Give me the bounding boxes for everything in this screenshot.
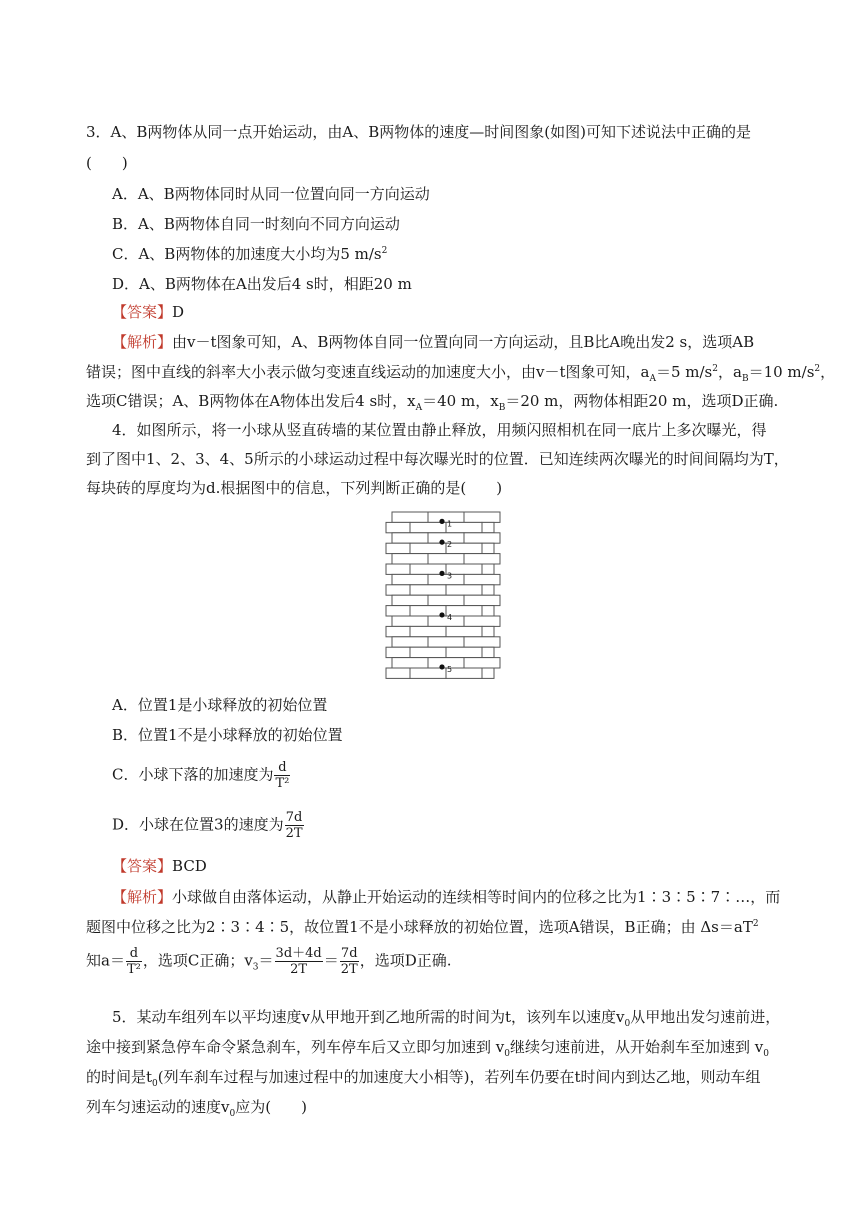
brick: [410, 668, 446, 678]
q4-option-b: B．位置1不是小球释放的初始位置: [112, 726, 343, 744]
brick: [482, 585, 494, 595]
q3-stem-line-2: ( ): [86, 154, 128, 172]
brick: [446, 626, 482, 636]
brick: [446, 585, 482, 595]
brick: [428, 595, 464, 605]
brick: [392, 637, 428, 647]
q4-analysis-line-2: 题图中位移之比为2∶3∶4∶5，故位置1不是小球释放的初始位置，选项A错误，B正确；由 $\Delta s=aT^2$: [86, 918, 759, 936]
q3-option-c: C．A、B两物体的加速度大小均为5 $m/s^2$: [112, 245, 388, 263]
brick: [392, 554, 428, 564]
brick: [428, 554, 464, 564]
q4-option-d: D．小球在位置3的速度为 $\frac{7d}{2T}$: [112, 810, 303, 841]
brick: [386, 626, 410, 636]
answer-tag: 【答案】: [112, 857, 173, 875]
ball-position-2: [439, 540, 444, 545]
brick: [464, 533, 500, 543]
brick: [464, 554, 500, 564]
ball-position-5: [439, 664, 444, 669]
answer-tag: 【答案】: [112, 303, 173, 321]
ball-position-3: [439, 571, 444, 576]
q4-option-c: C．小球下落的加速度为 $\frac{d}{\text{T²}}$: [112, 760, 290, 791]
q5-stem-line-4: 列车匀速运动的速度$v_0$应为( ): [86, 1098, 307, 1119]
q3-analysis-line-3: 选项C错误；A、B两物体在A物体出发后4 s时，$x_A=40$ m，$x_B=20$ m，两物体相距20 m，选项D正确.: [86, 392, 779, 413]
q3-stem-line-1: 3．A、B两物体从同一点开始运动，由A、B两物体的速度—时间图象(如图)可知下述说法中正确的是: [86, 123, 751, 141]
q3-option-b: B．A、B两物体自同一时刻向不同方向运动: [112, 215, 400, 233]
q3-option-d: D．A、B两物体在A出发后4 s时，相距20 m: [112, 275, 412, 293]
fraction-d-over-t2: $\frac{d}{\text{T²}}$: [275, 760, 290, 791]
brick: [464, 616, 500, 626]
q4-stem-line-2: 到了图中1、2、3、4、5所示的小球运动过程中每次曝光时的位置．已知连续两次曝光的时间间隔均为T，: [86, 450, 789, 468]
analysis-tag: 【解析】: [112, 888, 173, 906]
q4-analysis-line-1: 【解析】小球做自由落体运动，从静止开始运动的连续相等时间内的位移之比为1∶3∶5∶7∶…，而: [112, 888, 781, 906]
brick: [410, 522, 446, 532]
brick: [482, 522, 494, 532]
brick: [482, 543, 494, 553]
q3-answer: 【答案】D: [112, 303, 185, 321]
ball-label-2: 2: [447, 540, 453, 550]
brick: [410, 626, 446, 636]
q5-stem-line-3: 的时间是$t_0$(列车刹车过程与加速过程中的加速度大小相等)，若列车仍要在t时间内到达乙地，则动车组: [86, 1068, 761, 1089]
q4-answer: 【答案】BCD: [112, 857, 207, 875]
brick: [428, 512, 464, 522]
q5-stem-line-2: 途中接到紧急停车命令紧急刹车，列车停车后又立即匀加速到 $v_0$继续匀速前进，从开始刹车至加速到 $v_0$: [86, 1038, 769, 1059]
fraction-7d-2t: $\frac{7d}{2T}$: [340, 946, 358, 977]
fraction-a: $\frac{d}{\text{T²}}$: [126, 946, 141, 977]
brick: [410, 543, 446, 553]
q3-analysis-line-1: 【解析】由v－t图象可知，A、B两物体自同一位置向同一方向运动，且B比A晚出发2 s，选项AB: [112, 333, 755, 351]
brick-rows: [386, 512, 500, 678]
brick: [386, 585, 410, 595]
ball-label-3: 3: [447, 571, 453, 581]
brick: [428, 616, 464, 626]
brick: [386, 564, 410, 574]
brick: [392, 658, 428, 668]
brick: [428, 574, 464, 584]
fraction-7d-over-2t: $\frac{7d}{2T}$: [285, 810, 303, 841]
brick: [386, 647, 410, 657]
fraction-v3: $\frac{3d+4d}{2T}$: [275, 946, 322, 977]
brick: [392, 512, 428, 522]
brick: [482, 647, 494, 657]
brick: [386, 522, 410, 532]
brick: [392, 533, 428, 543]
ball-position-1: [439, 519, 444, 524]
brick: [482, 564, 494, 574]
analysis-tag: 【解析】: [112, 333, 173, 351]
q4-stem-line-1: 4．如图所示，将一小球从竖直砖墙的某位置由静止释放，用频闪照相机在同一底片上多次曝光，得: [112, 421, 767, 439]
brick: [386, 606, 410, 616]
ball-label-1: 1: [447, 519, 453, 529]
brick: [464, 658, 500, 668]
q4-analysis-line-3: 知a＝ $\frac{d}{\text{T²}}$ ，选项C正确；$v_3=$ $\frac{3d+4d}{2T}$ ＝ $\frac{7d}{2T}$ ，选项D正确.: [86, 946, 452, 977]
ball-label-4: 4: [447, 612, 453, 622]
brick: [428, 533, 464, 543]
brick: [392, 595, 428, 605]
q4-option-a: A．位置1是小球释放的初始位置: [112, 696, 328, 714]
brick: [464, 595, 500, 605]
brick: [392, 574, 428, 584]
brick: [446, 647, 482, 657]
brick-wall-figure: [380, 508, 502, 684]
q4-stem-line-3: 每块砖的厚度均为d.根据图中的信息，下列判断正确的是( ): [86, 479, 503, 497]
brick: [392, 616, 428, 626]
brick: [410, 647, 446, 657]
ball-label-5: 5: [447, 664, 453, 674]
brick: [464, 637, 500, 647]
brick: [410, 585, 446, 595]
brick: [464, 512, 500, 522]
q3-analysis-line-2: 错误；图中直线的斜率大小表示做匀变速直线运动的加速度大小，由v－t图象可知，$a_A=5$ $m/s^2$，$a_B=10$ $m/s^2$，: [86, 363, 836, 384]
brick: [386, 543, 410, 553]
brick: [482, 606, 494, 616]
brick: [482, 626, 494, 636]
brick: [386, 668, 410, 678]
ball-position-4: [439, 612, 444, 617]
brick: [482, 668, 494, 678]
q5-stem-line-1: 5．某动车组列车以平均速度v从甲地开到乙地所需的时间为t，该列车以速度$v_0$从甲地出发匀速前进，: [112, 1008, 781, 1029]
q3-option-a: A．A、B两物体同时从同一位置向同一方向运动: [112, 185, 430, 203]
brick: [428, 637, 464, 647]
brick: [464, 574, 500, 584]
brick: [428, 658, 464, 668]
